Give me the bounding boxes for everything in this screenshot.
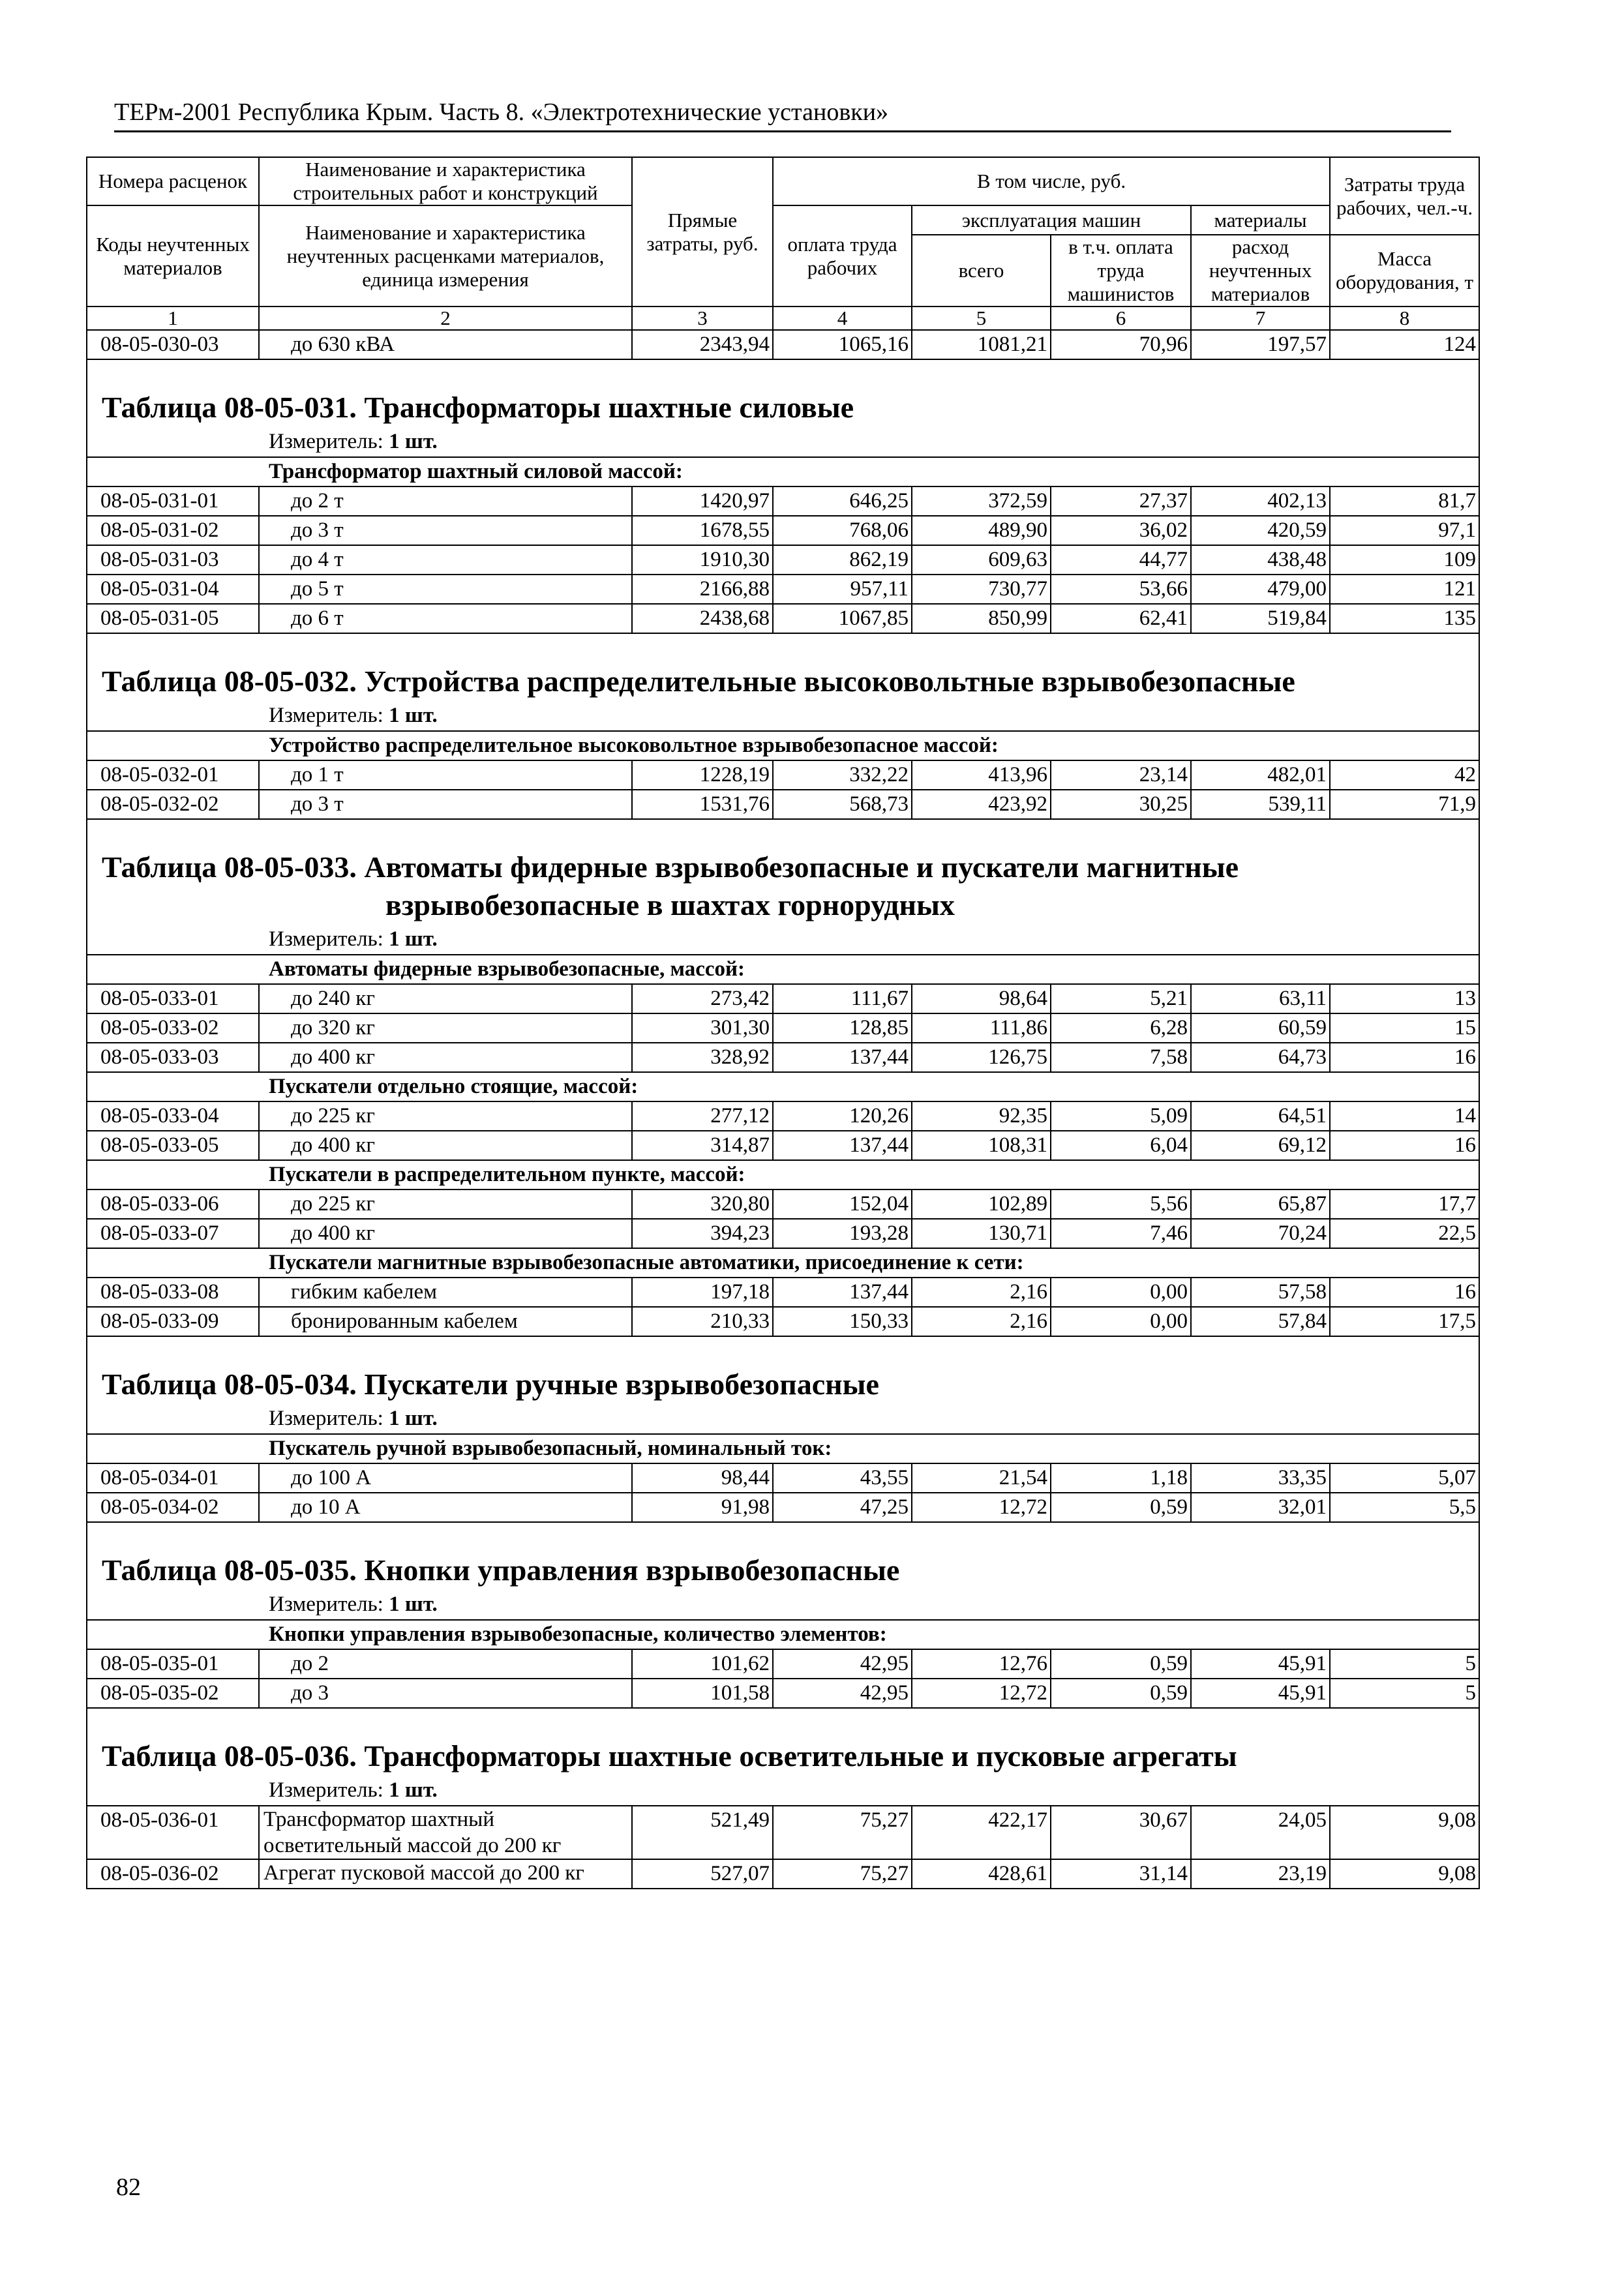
wages: 193,28: [773, 1219, 912, 1248]
operators-wages: 5,56: [1051, 1189, 1191, 1219]
operators-wages: 0,59: [1051, 1679, 1191, 1708]
direct-cost: 273,42: [632, 984, 773, 1013]
col-number: 2: [259, 307, 632, 330]
rate-name: до 400 кг: [259, 1131, 632, 1160]
direct-cost: 301,30: [632, 1013, 773, 1043]
operators-wages: 27,37: [1051, 486, 1191, 516]
rate-code: 08-05-032-01: [87, 760, 259, 790]
wages: 152,04: [773, 1189, 912, 1219]
table-row: [87, 575, 1479, 604]
machines-total: 12,72: [912, 1493, 1051, 1522]
rate-name: до 3 т: [259, 790, 632, 819]
rate-name: до 225 кг: [259, 1189, 632, 1219]
machines-total: 126,75: [912, 1043, 1051, 1072]
wages: 1065,16: [773, 330, 912, 359]
wages: 862,19: [773, 545, 912, 575]
operators-wages: 0,59: [1051, 1493, 1191, 1522]
operators-wages: 36,02: [1051, 516, 1191, 545]
wages: 568,73: [773, 790, 912, 819]
machines-total: 12,76: [912, 1649, 1051, 1679]
direct-cost: 1420,97: [632, 486, 773, 516]
operators-wages: 30,25: [1051, 790, 1191, 819]
direct-cost: 527,07: [632, 1859, 773, 1889]
column-numbers-row: [87, 307, 1479, 330]
labor-hours: 135: [1330, 604, 1479, 633]
machines-total: 730,77: [912, 575, 1051, 604]
rate-name: до 10 А: [259, 1493, 632, 1522]
col-number: 6: [1051, 307, 1191, 330]
labor-hours: 81,7: [1330, 486, 1479, 516]
rate-code: 08-05-031-05: [87, 604, 259, 633]
materials: 69,12: [1191, 1131, 1330, 1160]
group-label: Пускатели магнитные взрывобезопасные автоматики, присоединение к сети:: [87, 1248, 1479, 1278]
wages: 957,11: [773, 575, 912, 604]
rate-name: до 6 т: [259, 604, 632, 633]
wages: 47,25: [773, 1493, 912, 1522]
direct-cost: 1228,19: [632, 760, 773, 790]
materials: 63,11: [1191, 984, 1330, 1013]
direct-cost: 210,33: [632, 1307, 773, 1336]
direct-cost: 197,18: [632, 1278, 773, 1307]
section-title: Таблица 08-05-036. Трансформаторы шахтные осветительные и пусковые агрегаты: [87, 1737, 1479, 1775]
col-number: 7: [1191, 307, 1330, 330]
direct-cost: 328,92: [632, 1043, 773, 1072]
rate-code: 08-05-031-03: [87, 545, 259, 575]
col-number: 3: [632, 307, 773, 330]
machines-total: 422,17: [912, 1806, 1051, 1859]
labor-hours: 5,5: [1330, 1493, 1479, 1522]
materials: 519,84: [1191, 604, 1330, 633]
direct-cost: 1910,30: [632, 545, 773, 575]
col-header-material-name: Наименование и характеристика неучтенных расценками материалов, единица измерения: [259, 205, 632, 307]
materials: 438,48: [1191, 545, 1330, 575]
machines-total: 21,54: [912, 1463, 1051, 1493]
table-row: [87, 1649, 1479, 1679]
materials: 70,24: [1191, 1219, 1330, 1248]
operators-wages: 7,58: [1051, 1043, 1191, 1072]
direct-cost: 2166,88: [632, 575, 773, 604]
machines-total: 413,96: [912, 760, 1051, 790]
labor-hours: 71,9: [1330, 790, 1479, 819]
rate-code: 08-05-033-05: [87, 1131, 259, 1160]
col-header-unaccounted: расход неучтенных материалов: [1191, 235, 1330, 307]
table-row: [87, 1043, 1479, 1072]
rate-code: 08-05-036-01: [87, 1806, 259, 1859]
rate-name: до 400 кг: [259, 1043, 632, 1072]
operators-wages: 53,66: [1051, 575, 1191, 604]
rate-name: гибким кабелем: [259, 1278, 632, 1307]
table-row: [87, 1101, 1479, 1131]
wages: 43,55: [773, 1463, 912, 1493]
group-label: Пускатели в распределительном пункте, массой:: [87, 1160, 1479, 1189]
materials: 32,01: [1191, 1493, 1330, 1522]
rate-code: 08-05-031-04: [87, 575, 259, 604]
machines-total: 98,64: [912, 984, 1051, 1013]
direct-cost: 521,49: [632, 1806, 773, 1859]
table-row: [87, 1013, 1479, 1043]
col-number: 5: [912, 307, 1051, 330]
labor-hours: 16: [1330, 1043, 1479, 1072]
table-row: [87, 1463, 1479, 1493]
table-row: [87, 1189, 1479, 1219]
rate-code: 08-05-035-02: [87, 1679, 259, 1708]
table-row: [87, 1219, 1479, 1248]
materials: 482,01: [1191, 760, 1330, 790]
measurement-unit: Измеритель: 1 шт.: [87, 924, 1479, 955]
rate-code: 08-05-031-02: [87, 516, 259, 545]
rate-code: 08-05-034-02: [87, 1493, 259, 1522]
labor-hours: 5: [1330, 1679, 1479, 1708]
wages: 75,27: [773, 1806, 912, 1859]
materials: 45,91: [1191, 1679, 1330, 1708]
machines-total: 111,86: [912, 1013, 1051, 1043]
measurement-unit: Измеритель: 1 шт.: [87, 1775, 1479, 1806]
rate-code: 08-05-036-02: [87, 1859, 259, 1889]
table-row: [87, 1679, 1479, 1708]
labor-hours: 9,08: [1330, 1806, 1479, 1859]
operators-wages: 0,00: [1051, 1307, 1191, 1336]
rate-name: до 2 т: [259, 486, 632, 516]
table-row: [87, 516, 1479, 545]
wages: 137,44: [773, 1043, 912, 1072]
direct-cost: 98,44: [632, 1463, 773, 1493]
labor-hours: 97,1: [1330, 516, 1479, 545]
labor-hours: 17,7: [1330, 1189, 1479, 1219]
measurement-unit: Измеритель: 1 шт.: [87, 700, 1479, 731]
operators-wages: 6,28: [1051, 1013, 1191, 1043]
col-header-mass: Масса оборудования, т: [1330, 235, 1479, 307]
wages: 137,44: [773, 1278, 912, 1307]
table-row: [87, 1131, 1479, 1160]
machines-total: 609,63: [912, 545, 1051, 575]
col-header-machines: эксплуатация машин: [912, 205, 1191, 235]
direct-cost: 277,12: [632, 1101, 773, 1131]
wages: 768,06: [773, 516, 912, 545]
rate-name: Трансформатор шахтный осветительный массой до 200 кг: [259, 1806, 632, 1859]
table-row: [87, 1859, 1479, 1889]
col-header-wages: оплата труда рабочих: [773, 205, 912, 307]
rate-name: до 3 т: [259, 516, 632, 545]
section-title: Таблица 08-05-034. Пускатели ручные взрывобезопасные: [87, 1366, 1479, 1403]
group-label: Пускатели отдельно стоящие, массой:: [87, 1072, 1479, 1101]
table-row: [87, 604, 1479, 633]
page-number: 82: [116, 2174, 141, 2201]
materials: 60,59: [1191, 1013, 1330, 1043]
operators-wages: 31,14: [1051, 1859, 1191, 1889]
machines-total: 423,92: [912, 790, 1051, 819]
operators-wages: 0,59: [1051, 1649, 1191, 1679]
rate-name: до 1 т: [259, 760, 632, 790]
machines-total: 108,31: [912, 1131, 1051, 1160]
labor-hours: 17,5: [1330, 1307, 1479, 1336]
rate-code: 08-05-033-04: [87, 1101, 259, 1131]
operators-wages: 5,21: [1051, 984, 1191, 1013]
labor-hours: 14: [1330, 1101, 1479, 1131]
table-row: [87, 1307, 1479, 1336]
machines-total: 130,71: [912, 1219, 1051, 1248]
rate-code: 08-05-033-01: [87, 984, 259, 1013]
group-label: Кнопки управления взрывобезопасные, количество элементов:: [87, 1620, 1479, 1649]
operators-wages: 44,77: [1051, 545, 1191, 575]
rate-code: 08-05-034-01: [87, 1463, 259, 1493]
machines-total: 92,35: [912, 1101, 1051, 1131]
section-title: Таблица 08-05-035. Кнопки управления взрывобезопасные: [87, 1551, 1479, 1589]
rate-code: 08-05-033-06: [87, 1189, 259, 1219]
rate-code: 08-05-035-01: [87, 1649, 259, 1679]
wages: 1067,85: [773, 604, 912, 633]
rate-code: 08-05-033-09: [87, 1307, 259, 1336]
table-row: [87, 984, 1479, 1013]
operators-wages: 7,46: [1051, 1219, 1191, 1248]
rate-name: до 320 кг: [259, 1013, 632, 1043]
operators-wages: 0,00: [1051, 1278, 1191, 1307]
measurement-unit: Измеритель: 1 шт.: [87, 1403, 1479, 1434]
labor-hours: 13: [1330, 984, 1479, 1013]
col-header-name: Наименование и характеристика строительных работ и конструкций: [259, 157, 632, 205]
machines-total: 850,99: [912, 604, 1051, 633]
direct-cost: 1531,76: [632, 790, 773, 819]
labor-hours: 5: [1330, 1649, 1479, 1679]
direct-cost: 320,80: [632, 1189, 773, 1219]
direct-cost: 314,87: [632, 1131, 773, 1160]
labor-hours: 121: [1330, 575, 1479, 604]
operators-wages: 6,04: [1051, 1131, 1191, 1160]
col-header-labor: Затраты труда рабочих, чел.-ч.: [1330, 157, 1479, 235]
materials: 45,91: [1191, 1649, 1330, 1679]
wages: 150,33: [773, 1307, 912, 1336]
page-header: ТЕРм-2001 Республика Крым. Часть 8. «Электротехнические установки»: [114, 97, 1451, 132]
rate-name: до 240 кг: [259, 984, 632, 1013]
direct-cost: 91,98: [632, 1493, 773, 1522]
table-header: [87, 157, 1479, 330]
direct-cost: 1678,55: [632, 516, 773, 545]
table-row: [87, 790, 1479, 819]
table-row: [87, 486, 1479, 516]
direct-cost: 2343,94: [632, 330, 773, 359]
section-title: Таблица 08-05-032. Устройства распределительные высоковольтные взрывобезопасные: [87, 663, 1479, 700]
machines-total: 2,16: [912, 1307, 1051, 1336]
machines-total: 489,90: [912, 516, 1051, 545]
operators-wages: 5,09: [1051, 1101, 1191, 1131]
labor-hours: 16: [1330, 1278, 1479, 1307]
machines-total: 428,61: [912, 1859, 1051, 1889]
rate-code: 08-05-030-03: [87, 330, 259, 359]
measurement-unit: Измеритель: 1 шт.: [87, 1589, 1479, 1620]
direct-cost: 101,58: [632, 1679, 773, 1708]
direct-cost: 394,23: [632, 1219, 773, 1248]
wages: 75,27: [773, 1859, 912, 1889]
materials: 24,05: [1191, 1806, 1330, 1859]
rate-code: 08-05-031-01: [87, 486, 259, 516]
section-title: Таблица 08-05-033. Автоматы фидерные взрывобезопасные и пускатели магнитные взрывобезопасные в шахтах горнорудных: [87, 848, 1479, 924]
labor-hours: 109: [1330, 545, 1479, 575]
operators-wages: 23,14: [1051, 760, 1191, 790]
labor-hours: 9,08: [1330, 1859, 1479, 1889]
rate-code: 08-05-032-02: [87, 790, 259, 819]
machines-total: 102,89: [912, 1189, 1051, 1219]
operators-wages: 62,41: [1051, 604, 1191, 633]
wages: 137,44: [773, 1131, 912, 1160]
group-label: Пускатель ручной взрывобезопасный, номинальный ток:: [87, 1434, 1479, 1463]
table-row: [87, 760, 1479, 790]
col-header-materials: материалы: [1191, 205, 1330, 235]
materials: 57,58: [1191, 1278, 1330, 1307]
col-header-direct: Прямые затраты, руб.: [632, 157, 773, 307]
wages: 42,95: [773, 1679, 912, 1708]
rate-name: до 2: [259, 1649, 632, 1679]
machines-total: 372,59: [912, 486, 1051, 516]
wages: 128,85: [773, 1013, 912, 1043]
wages: 120,26: [773, 1101, 912, 1131]
table-row: [87, 545, 1479, 575]
materials: 402,13: [1191, 486, 1330, 516]
wages: 646,25: [773, 486, 912, 516]
materials: 64,73: [1191, 1043, 1330, 1072]
materials: 539,11: [1191, 790, 1330, 819]
materials: 420,59: [1191, 516, 1330, 545]
machines-total: 1081,21: [912, 330, 1051, 359]
labor-hours: 22,5: [1330, 1219, 1479, 1248]
group-label: Устройство распределительное высоковольтное взрывобезопасное массой:: [87, 731, 1479, 760]
rates-table: [86, 157, 1480, 1889]
rate-name: до 3: [259, 1679, 632, 1708]
materials: 65,87: [1191, 1189, 1330, 1219]
col-header-material-codes: Коды неучтенных материалов: [87, 205, 259, 307]
direct-cost: 101,62: [632, 1649, 773, 1679]
group-label: Трансформатор шахтный силовой массой:: [87, 457, 1479, 486]
col-header-incl: В том числе, руб.: [773, 157, 1330, 205]
wages: 111,67: [773, 984, 912, 1013]
rate-name: до 4 т: [259, 545, 632, 575]
col-header-total: всего: [912, 235, 1051, 307]
labor-hours: 16: [1330, 1131, 1479, 1160]
rate-code: 08-05-033-08: [87, 1278, 259, 1307]
wages: 42,95: [773, 1649, 912, 1679]
table-row: [87, 1278, 1479, 1307]
direct-cost: 2438,68: [632, 604, 773, 633]
labor-hours: 124: [1330, 330, 1479, 359]
materials: 23,19: [1191, 1859, 1330, 1889]
materials: 479,00: [1191, 575, 1330, 604]
table-row: [87, 330, 1479, 359]
rate-name: до 5 т: [259, 575, 632, 604]
rate-code: 08-05-033-02: [87, 1013, 259, 1043]
materials: 57,84: [1191, 1307, 1330, 1336]
table-row: [87, 1493, 1479, 1522]
table-row: [87, 1806, 1479, 1859]
operators-wages: 70,96: [1051, 330, 1191, 359]
machines-total: 12,72: [912, 1679, 1051, 1708]
group-label: Автоматы фидерные взрывобезопасные, массой:: [87, 955, 1479, 984]
col-number: 8: [1330, 307, 1479, 330]
rate-name: до 225 кг: [259, 1101, 632, 1131]
rate-name: Агрегат пусковой массой до 200 кг: [259, 1859, 632, 1889]
col-number: 1: [87, 307, 259, 330]
labor-hours: 5,07: [1330, 1463, 1479, 1493]
rate-name: до 100 А: [259, 1463, 632, 1493]
operators-wages: 30,67: [1051, 1806, 1191, 1859]
col-header-codes: Номера расценок: [87, 157, 259, 205]
labor-hours: 15: [1330, 1013, 1479, 1043]
materials: 33,35: [1191, 1463, 1330, 1493]
rate-name: до 400 кг: [259, 1219, 632, 1248]
rate-name: до 630 кВА: [259, 330, 632, 359]
rate-name: бронированным кабелем: [259, 1307, 632, 1336]
col-header-operators: в т.ч. оплата труда машинистов: [1051, 235, 1191, 307]
wages: 332,22: [773, 760, 912, 790]
operators-wages: 1,18: [1051, 1463, 1191, 1493]
labor-hours: 42: [1330, 760, 1479, 790]
rate-code: 08-05-033-03: [87, 1043, 259, 1072]
rate-code: 08-05-033-07: [87, 1219, 259, 1248]
col-number: 4: [773, 307, 912, 330]
section-title: Таблица 08-05-031. Трансформаторы шахтные силовые: [87, 389, 1479, 426]
measurement-unit: Измеритель: 1 шт.: [87, 426, 1479, 457]
materials: 64,51: [1191, 1101, 1330, 1131]
materials: 197,57: [1191, 330, 1330, 359]
machines-total: 2,16: [912, 1278, 1051, 1307]
